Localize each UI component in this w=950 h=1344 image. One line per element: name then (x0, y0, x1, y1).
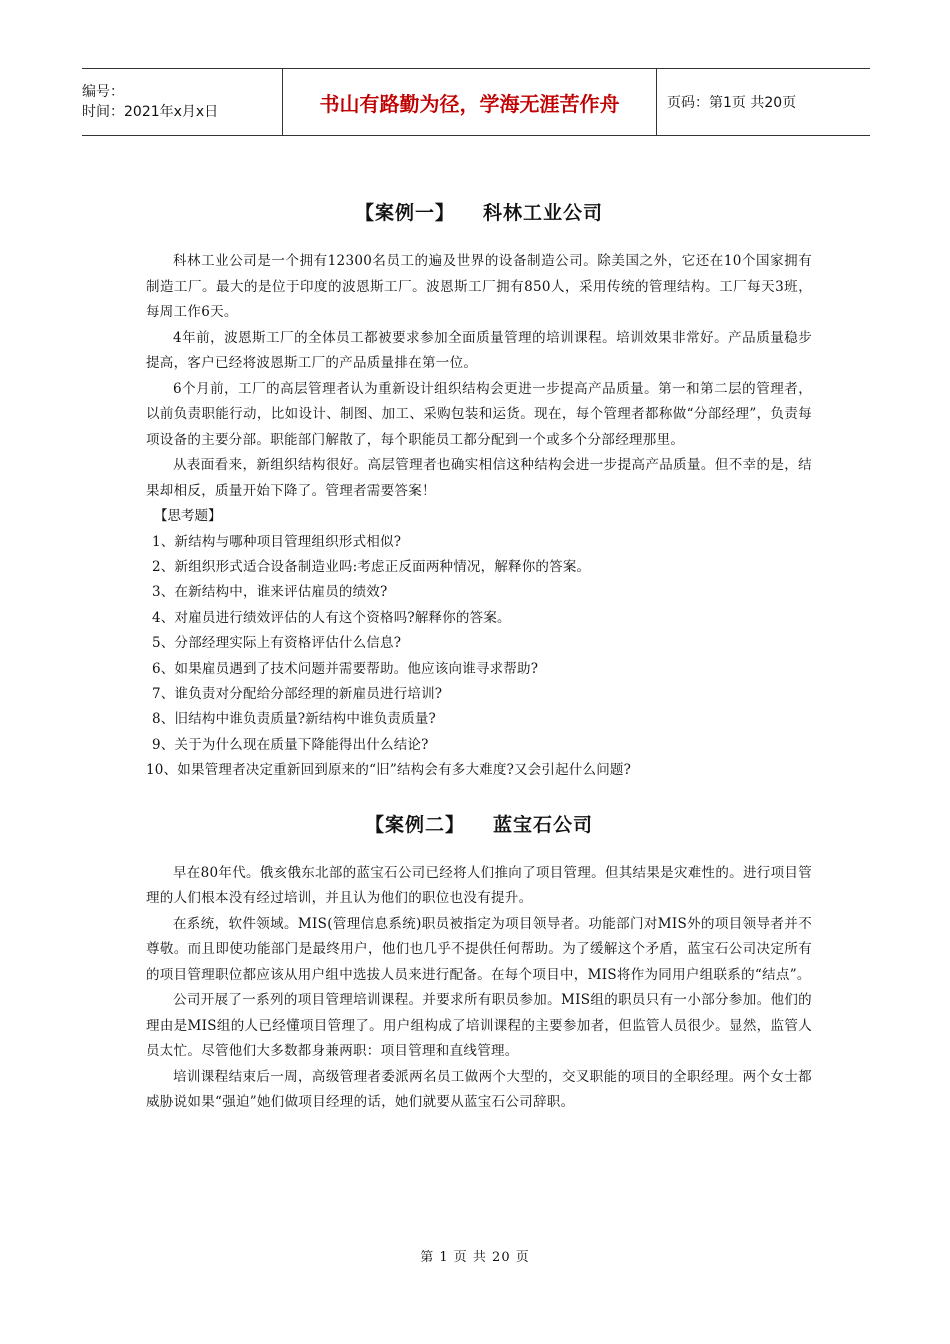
document-date-label: 时间：2021年x月x日 (82, 104, 219, 120)
case2-company: 蓝宝石公司 (493, 813, 594, 836)
document-body (146, 198, 812, 1116)
document-number-label: 编号： (82, 84, 124, 100)
question-item: 1、新结构与哪种项目管理组织形式相似? (152, 533, 402, 550)
case1-paragraph: 从表面看来，新组织结构很好。高层管理者也确实相信这种结构会进一步提高产品质量。但不幸的是，结果却相反，质量开始下降了。管理者需要答案！ (146, 457, 812, 499)
case1-title (146, 198, 812, 225)
case2-tag: 【案例二】 (364, 813, 465, 836)
question-item: 8、旧结构中谁负责质量?新结构中谁负责质量? (152, 711, 436, 728)
case1-paragraph: 科林工业公司是一个拥有12300名员工的遍及世界的设备制造公司。除美国之外，它还在10个国家拥有制造工厂。最大的是位于印度的波恩斯工厂。波恩斯工厂拥有850人，采用传统的管理结构。工厂每天3班，每周工作6天。 (146, 253, 812, 320)
question-item: 3、在新结构中，谁来评估雇员的绩效? (152, 584, 388, 601)
question-item: 4、对雇员进行绩效评估的人有这个资格吗?解释你的答案。 (152, 609, 511, 626)
case2-paragraph: 培训课程结束后一周，高级管理者委派两名员工做两个大型的，交叉职能的项目的全职经理。两个女士都威胁说如果“强迫”她们做项目经理的话，她们就要从蓝宝石公司辞职。 (146, 1068, 812, 1111)
question-item: 7、谁负责对分配给分部经理的新雇员进行培训? (152, 685, 443, 702)
case2-title (146, 810, 812, 837)
question-item: 10、如果管理者决定重新回到原来的“旧”结构会有多大难度?又会引起什么问题? (146, 762, 632, 779)
case1-paragraph: 4年前，波恩斯工厂的全体员工都被要求参加全面质量管理的培训课程。培训效果非常好。产品质量稳步提高，客户已经将波恩斯工厂的产品质量排在第一位。 (146, 329, 812, 371)
question-item: 6、如果雇员遇到了技术问题并需要帮助。他应该向谁寻求帮助? (152, 660, 539, 677)
question-item: 2、新组织形式适合设备制造业吗:考虑正反面两种情况，解释你的答案。 (152, 558, 591, 575)
case1-company: 科林工业公司 (483, 202, 604, 224)
case1-tag: 【案例一】 (354, 202, 455, 224)
question-item: 9、关于为什么现在质量下降能得出什么结论? (152, 736, 429, 753)
document-header (82, 68, 870, 136)
case2-paragraph: 在系统，软件领域。MIS(管理信息系统)职员被指定为项目领导者。功能部门对MIS外的项目领导者并不尊敬。而且即使功能部门是最终用户，他们也几乎不提供任何帮助。为了缓解这个矛盾，蓝宝石公司决定所有的项目管理职位都应该从用户组中选拔人员来进行配备。在每个项目中，MIS将作为同用户组联系的“结点”。 (146, 915, 812, 983)
page-footer: 第 1 页 共 20 页 (420, 1250, 530, 1265)
header-meta (82, 69, 282, 135)
header-motto: 书山有路勤为径，学海无涯苦作舟 (282, 69, 657, 135)
case2-paragraph: 早在80年代。俄亥俄东北部的蓝宝石公司已经将人们推向了项目管理。但其结果是灾难性的。进行项目管理的人们根本没有经过培训，并且认为他们的职位也没有提升。 (146, 864, 812, 907)
question-item: 5、分部经理实际上有资格评估什么信息? (152, 635, 402, 652)
questions-label: 【思考题】 (154, 508, 222, 524)
case1-paragraph: 6个月前，工厂的高层管理者认为重新设计组织结构会更进一步提高产品质量。第一和第二层的管理者，以前负责职能行动，比如设计、制图、加工、采购包装和运货。现在，每个管理者都称做“分部经理”，负责每项设备的主要分部。职能部门解散了，每个职能员工都分配到一个或多个分部经理那里。 (146, 380, 812, 448)
case2-paragraph: 公司开展了一系列的项目管理培训课程。并要求所有职员参加。MIS组的职员只有一小部分参加。他们的理由是MIS组的人已经懂项目管理了。用户组构成了培训课程的主要参加者，但监管人员很少。显然，监管人员太忙。尽管他们大多数都身兼两职：项目管理和直线管理。 (146, 992, 812, 1060)
header-page-info: 页码：第1页 共20页 (667, 95, 797, 111)
